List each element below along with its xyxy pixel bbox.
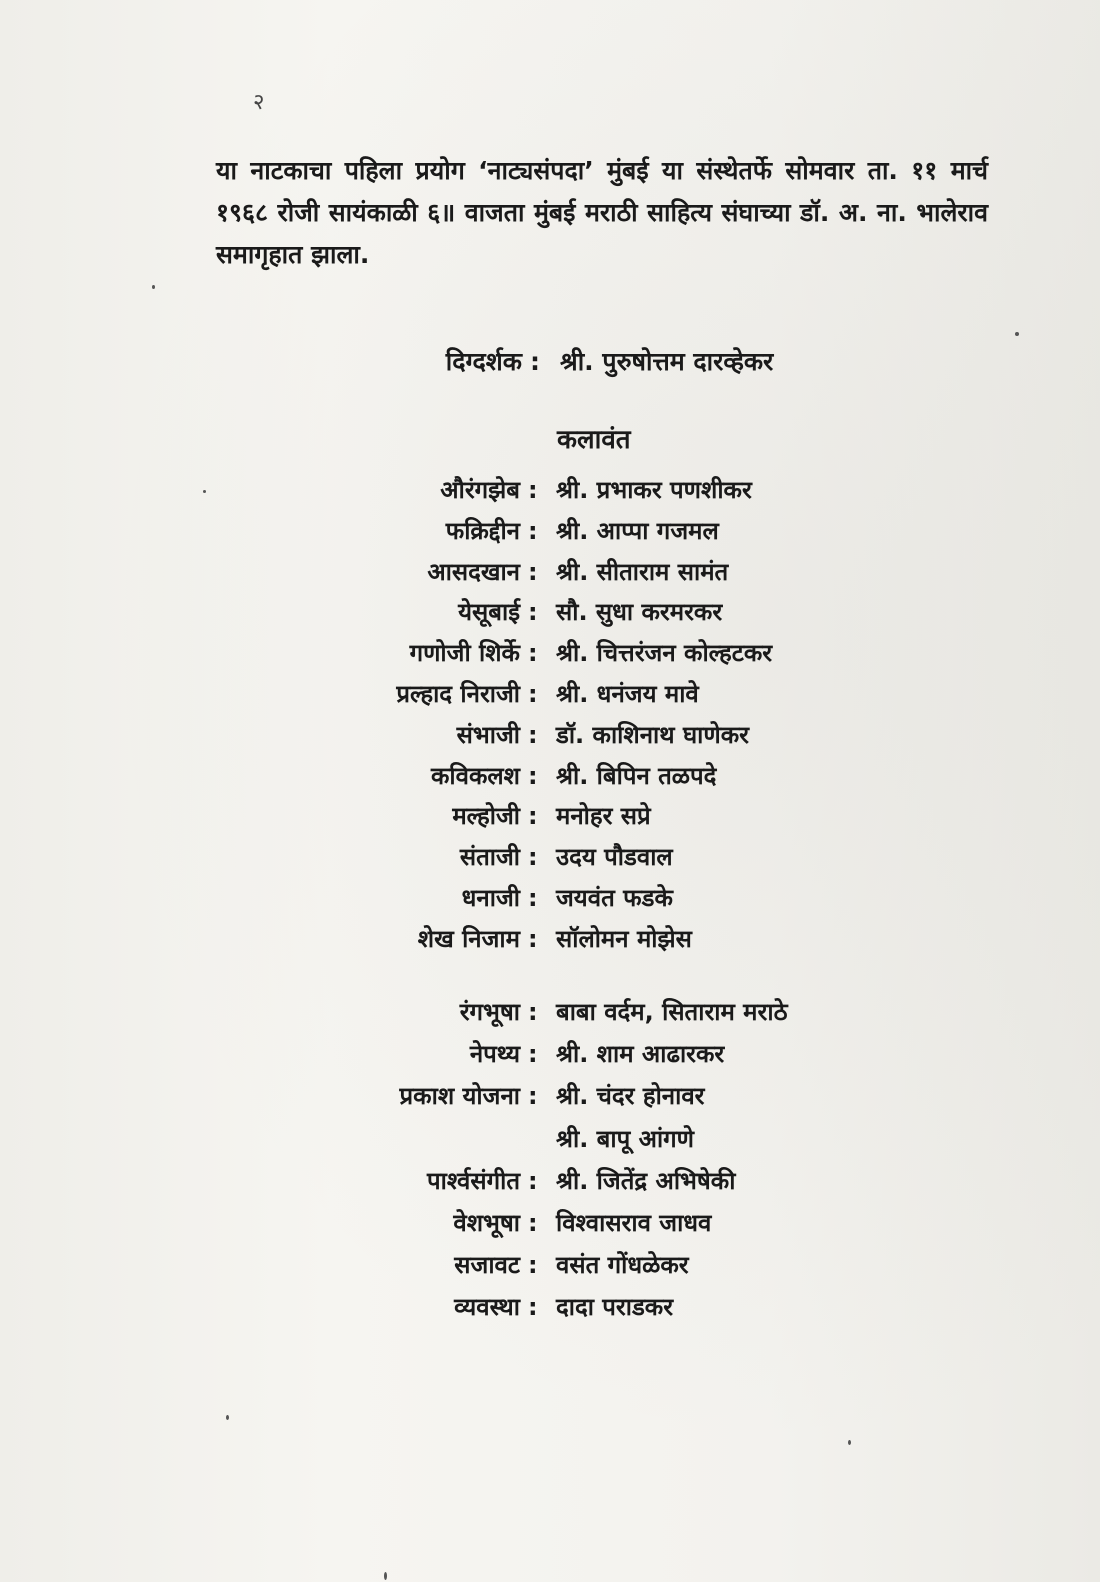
credit-role: नेपथ्य — [469, 1040, 520, 1069]
credit-role: रंगभूषा — [459, 998, 520, 1026]
premiere-note: या नाटकाचा पहिला प्रयोग ‘नाट्यसंपदा’ मुंबई या संस्थेतर्फे सोमवार ता. ११ मार्च १९६८ रोजी सायंकाळी ६॥ वाजता मुंबई मराठी साहित्य संघाच्या डॉ. अ. ना. भालेराव समागृहात झाला. — [216, 156, 988, 269]
credit-role: संताजी — [459, 843, 520, 872]
crew-row — [0, 992, 1100, 1032]
credit-role: प्रकाश योजना — [399, 1082, 520, 1111]
credit-role: औरंगझेब — [440, 476, 520, 504]
cast-row — [0, 470, 1100, 510]
credit-name: श्री. आप्पा गजमल — [556, 516, 719, 545]
scan-speck — [203, 490, 206, 493]
cast-row — [0, 837, 1100, 877]
crew-row — [0, 1076, 1100, 1116]
crew-row — [0, 1245, 1100, 1285]
credit-role: संभाजी — [456, 720, 520, 749]
cast-row — [0, 715, 1100, 755]
scan-speck — [1015, 332, 1019, 336]
credit-name: श्री. चंदर होनावर — [556, 1082, 705, 1111]
credit-separator: : — [528, 1040, 538, 1069]
credit-name: बाबा वर्दम, सिताराम मराठे — [556, 998, 788, 1026]
scan-speck — [152, 285, 155, 289]
credit-role: पार्श्वसंगीत — [426, 1166, 520, 1195]
credit-separator: : — [528, 516, 538, 545]
cast-row — [0, 552, 1100, 592]
credit-role: फक्रिद्दीन — [445, 516, 520, 545]
credit-role: वेशभूषा — [453, 1209, 520, 1237]
scan-speck — [848, 1440, 851, 1445]
credit-name: श्री. शाम आढारकर — [556, 1040, 725, 1069]
credit-name: वसंत गोंधळेकर — [556, 1251, 689, 1280]
credit-role: सजावट — [454, 1251, 520, 1280]
credit-separator: : — [528, 1209, 538, 1237]
credit-separator: : — [528, 1293, 538, 1322]
director-separator: : — [530, 347, 540, 376]
credit-name: दादा पराडकर — [556, 1293, 674, 1322]
credit-separator: : — [528, 802, 538, 831]
credit-role: आसदखान — [427, 557, 520, 586]
credit-name: श्री. जितेंद्र अभिषेकी — [556, 1166, 736, 1195]
credit-role: धनाजी — [461, 884, 520, 912]
cast-row — [0, 796, 1100, 836]
credit-name: श्री. धनंजय मावे — [556, 680, 699, 708]
cast-row — [0, 592, 1100, 632]
cast-row — [0, 756, 1100, 796]
credit-role: प्रल्हाद निराजी — [396, 680, 520, 708]
credit-name: श्री. बापू आंगणे — [556, 1124, 694, 1153]
credit-role: कविकलश — [430, 761, 520, 790]
credit-name: श्री. चित्तरंजन कोल्हटकर — [556, 639, 773, 668]
credit-separator: : — [528, 720, 538, 749]
scan-speck — [384, 1572, 387, 1580]
cast-row — [0, 878, 1100, 918]
page-number: २ — [253, 90, 265, 115]
credit-name: श्री. प्रभाकर पणशीकर — [556, 476, 752, 504]
cast-row — [0, 511, 1100, 551]
crew-row — [0, 1203, 1100, 1243]
cast-row — [0, 674, 1100, 714]
credit-separator: : — [528, 924, 538, 953]
cast-row — [0, 633, 1100, 673]
scan-speck — [226, 1415, 229, 1420]
cast-row — [0, 919, 1100, 959]
credit-role: व्यवस्था — [454, 1293, 520, 1322]
credit-separator: : — [528, 598, 538, 627]
credit-separator: : — [528, 1082, 538, 1111]
credit-role: शेख निजाम — [417, 924, 520, 953]
credit-separator: : — [528, 1166, 538, 1195]
credit-role: मल्होजी — [452, 802, 520, 831]
director-role: दिग्दर्शक — [445, 347, 522, 376]
credit-separator: : — [528, 998, 538, 1026]
credit-name: विश्वासराव जाधव — [556, 1209, 712, 1237]
credit-name: उदय पौडवाल — [556, 843, 673, 872]
credit-name: श्री. सीताराम सामंत — [556, 557, 729, 586]
crew-row — [0, 1161, 1100, 1201]
credit-name: मनोहर सप्रे — [556, 802, 651, 831]
director-credit — [0, 340, 1100, 384]
crew-row — [0, 1287, 1100, 1327]
credit-name: जयवंत फडके — [556, 884, 673, 912]
credit-separator: : — [528, 1251, 538, 1280]
credit-separator: : — [528, 680, 538, 708]
director-name: श्री. पुरुषोत्तम दारव्हेकर — [560, 347, 774, 376]
credit-name: डॉ. काशिनाथ घाणेकर — [556, 720, 749, 749]
credit-separator: : — [528, 557, 538, 586]
credit-role: येसूबाई — [458, 598, 520, 627]
credit-separator: : — [528, 761, 538, 790]
credit-name: श्री. बिपिन तळपदे — [556, 761, 717, 790]
crew-row — [0, 1034, 1100, 1074]
credit-role: गणोजी शिर्के — [409, 639, 520, 668]
credit-name: सौ. सुधा करमरकर — [556, 598, 723, 627]
credit-separator: : — [528, 884, 538, 912]
credit-separator: : — [528, 476, 538, 504]
cast-heading: कलावंत — [557, 425, 631, 455]
credit-separator: : — [528, 639, 538, 668]
crew-row — [0, 1119, 1100, 1159]
credit-separator: : — [528, 843, 538, 872]
credit-name: सॉलोमन मोझेस — [556, 924, 692, 953]
